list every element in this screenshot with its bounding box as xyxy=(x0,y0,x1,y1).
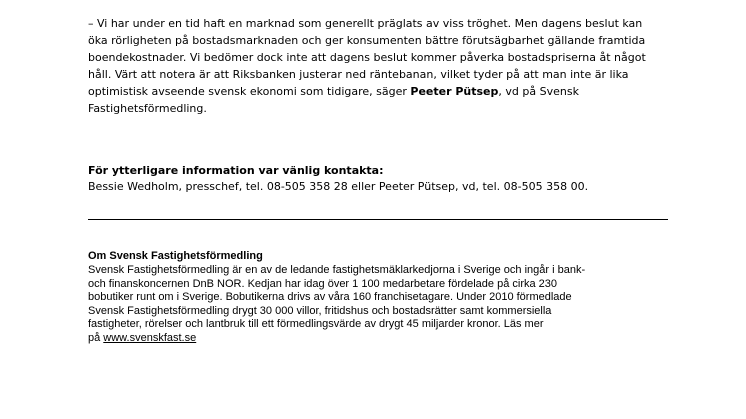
quote-line-2: öka rörligheten på bostadsmarknaden och ger konsumenten bättre förutsägbarhet gällande framtida xyxy=(88,34,646,47)
contact-heading: För ytterligare information var vänlig kontakta: xyxy=(88,164,384,177)
quote-line-5-text: optimistisk avseende svensk ekonomi som tidigare, säger xyxy=(88,85,411,98)
about-line-2: och finanskoncernen DnB NOR. Kedjan har idag över 1 100 medarbetare fördelade på cirka 230 xyxy=(88,277,558,290)
about-line-3: bobutiker runt om i Sverige. Bobutikerna drivs av våra 160 franchisetagare. Under 2010 förmedlade xyxy=(88,291,572,304)
quote-line-5 xyxy=(88,83,668,100)
about-line-5: fastigheter, rörelser och lantbruk till ett förmedlingsvärde av drygt 45 miljarder kronor. Läs mer xyxy=(88,318,544,331)
quote-line-3: boendekostnader. Vi bedömer dock inte att dagens beslut kommer påverka bostadspriserna åt något xyxy=(88,51,646,64)
about-paragraph xyxy=(88,264,678,346)
quote-paragraph xyxy=(88,15,668,117)
about-line-6 xyxy=(88,332,678,346)
quote-line-4: håll. Värt att notera är att Riksbanken justerar ned räntebanan, vilket tyder på att man inte är lika xyxy=(88,68,629,81)
speaker-name: Peeter Pütsep xyxy=(410,85,499,98)
quote-line-6: Fastighetsförmedling. xyxy=(88,102,207,115)
about-line-4: Svensk Fastighetsförmedling drygt 30 000 villor, fritidshus och bostadsrätter samt kommersiella xyxy=(88,304,552,317)
contact-details: Bessie Wedholm, presschef, tel. 08-505 358 28 eller Peeter Pütsep, vd, tel. 08-505 358 00. xyxy=(88,180,589,193)
quote-line-5-suffix: , vd på Svensk xyxy=(498,85,579,98)
about-heading: Om Svensk Fastighetsförmedling xyxy=(88,250,263,262)
about-line-1: Svensk Fastighetsförmedling är en av de ledande fastighetsmäklarkedjorna i Sverige och ingår i bank- xyxy=(88,264,586,276)
quote-line-1: – Vi har under en tid haft en marknad som generellt präglats av viss tröghet. Men dagens beslut kan xyxy=(88,17,643,30)
website-link[interactable]: www.svenskfast.se xyxy=(103,331,197,344)
about-line-6-prefix: på xyxy=(88,331,104,344)
section-divider xyxy=(88,219,668,220)
